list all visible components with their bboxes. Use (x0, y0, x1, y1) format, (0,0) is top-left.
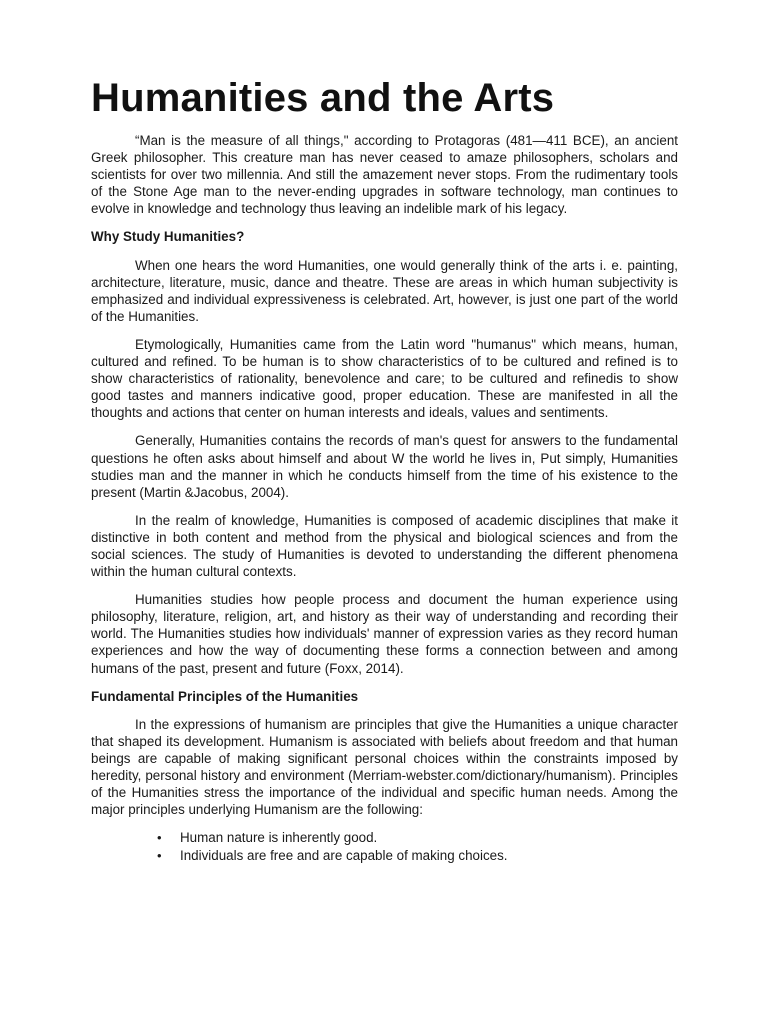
bullet-icon: • (157, 830, 162, 846)
principles-list (91, 829, 678, 865)
section-heading-why-study: Why Study Humanities? (91, 229, 245, 245)
document-page (91, 74, 678, 865)
list-item-text: Human nature is inherently good. (180, 830, 378, 846)
list-item (157, 829, 678, 847)
section-heading-fundamental-principles: Fundamental Principles of the Humanities (91, 688, 359, 704)
paragraph-realm-of-knowledge: In the realm of knowledge, Humanities is composed of academic disciplines that make it distinctive in both content and method from the physical and biological sciences and from the social sciences. The study of Humanities is devoted to understanding the different phenomena within the human cultural contexts. (91, 512, 678, 580)
page-title: Humanities and the Arts (91, 76, 555, 120)
paragraph-etymology: Etymologically, Humanities came from the Latin word "humanus" which means, human, cultured and refined. To be human is to show characteristics of to be cultured and refined is to show characteristics of rationality, benevolence and care; to be cultured and refinedis to show good tastes and manners indicative good, proper education. These are manifested in all the thoughts and actions that center on human interests and ideals, values and sentiments. (91, 336, 678, 421)
paragraph-human-experience: Humanities studies how people process and document the human experience using philosophy, literature, religion, art, and history as their way of understanding and recording their world. The Humanities studies how individuals' manner of expression varies as they record human experiences and how the way of documenting these forms a connection between and among humans of the past, present and future (Foxx, 2014). (91, 592, 678, 676)
paragraph-humanism: In the expressions of humanism are principles that give the Humanities a unique character that shaped its development. Humanism is associated with beliefs about freedom and that human beings are capable of making significant personal choices within the constraints imposed by heredity, personal history and environment (Merriam-webster.com/dictionary/humanism). Principles of the Humanities stress the importance of the individual and specific human needs. Among the major principles underlying Humanism are the following: (91, 716, 678, 818)
intro-paragraph: “Man is the measure of all things," according to Protagoras (481—411 BCE), an ancient Greek philosopher. This creature man has never ceased to amaze philosophers, scholars and scientists for over two millennia. And still the amazement never stops. From the rudimentary tools of the Stone Age man to the never-ending upgrades in software technology, man continues to evolve in knowledge and technology thus leaving an indelible mark of his legacy. (91, 133, 678, 217)
list-item-text: Individuals are free and are capable of making choices. (180, 848, 508, 864)
paragraph-records: Generally, Humanities contains the records of man's quest for answers to the fundamental questions he often asks about himself and about W the world he lives in, Put simply, Humanities studies man and the manner in which he conducts himself from the time of his existence to the present (Martin &Jacobus, 2004). (91, 433, 678, 500)
paragraph-arts: When one hears the word Humanities, one would generally think of the arts i. e. painting, architecture, literature, music, dance and theatre. These are areas in which human subjectivity is emphasized and individual expressiveness is celebrated. Art, however, is just one part of the world of the Humanities. (91, 257, 678, 324)
list-item (157, 847, 678, 865)
bullet-icon: • (157, 848, 162, 864)
